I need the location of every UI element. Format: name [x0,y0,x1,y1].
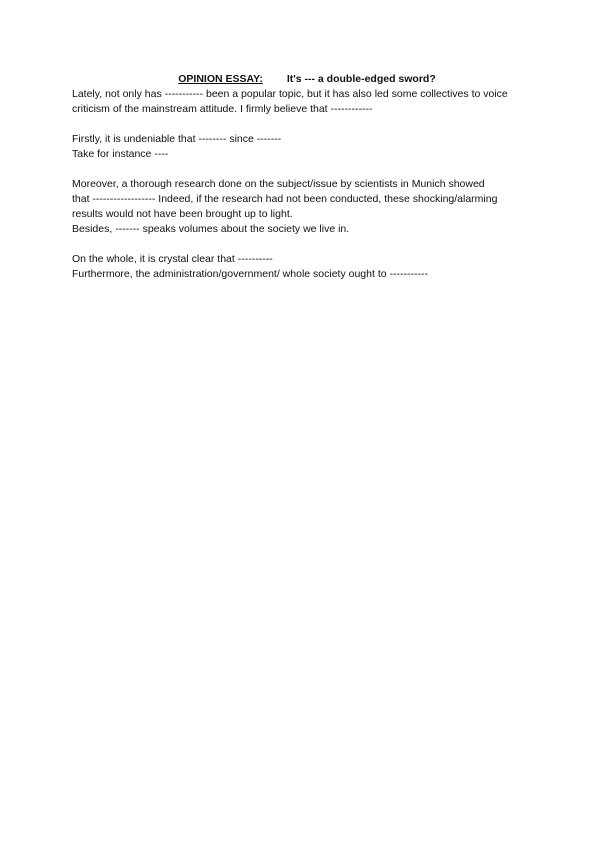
essay-title-question: It's --- a double-edged sword? [286,73,436,85]
paragraph-line: Take for instance ---- [72,148,169,160]
paragraph-line: that ------------------ Indeed, if the research had not been conducted, these shocking/alarming [72,193,498,205]
paragraph-conclusion [72,252,532,282]
paragraph-line: Lately, not only has ----------- been a popular topic, but it has also led some collectives to voice [72,88,508,100]
paragraph-line: Firstly, it is undeniable that -------- since ------- [72,133,282,145]
paragraph-spacer [72,237,532,252]
essay-body [72,72,532,282]
paragraph-spacer [72,162,532,177]
essay-title-label: OPINION ESSAY: [178,73,263,85]
paragraph-intro [72,87,532,117]
paragraph-line: On the whole, it is crystal clear that ---------- [72,253,273,265]
paragraph-line: Besides, ------- speaks volumes about the society we live in. [72,223,350,235]
essay-title [82,72,532,87]
paragraph-line: Moreover, a thorough research done on the subject/issue by scientists in Munich showed [72,178,485,190]
paragraph-spacer [72,117,532,132]
paragraph-line: results would not have been brought up to light. [72,208,293,220]
paragraph-moreover [72,177,532,237]
paragraph-line: criticism of the mainstream attitude. I firmly believe that ------------ [72,103,373,115]
paragraph-firstly [72,132,532,162]
paragraph-line: Furthermore, the administration/government/ whole society ought to ----------- [72,268,428,280]
